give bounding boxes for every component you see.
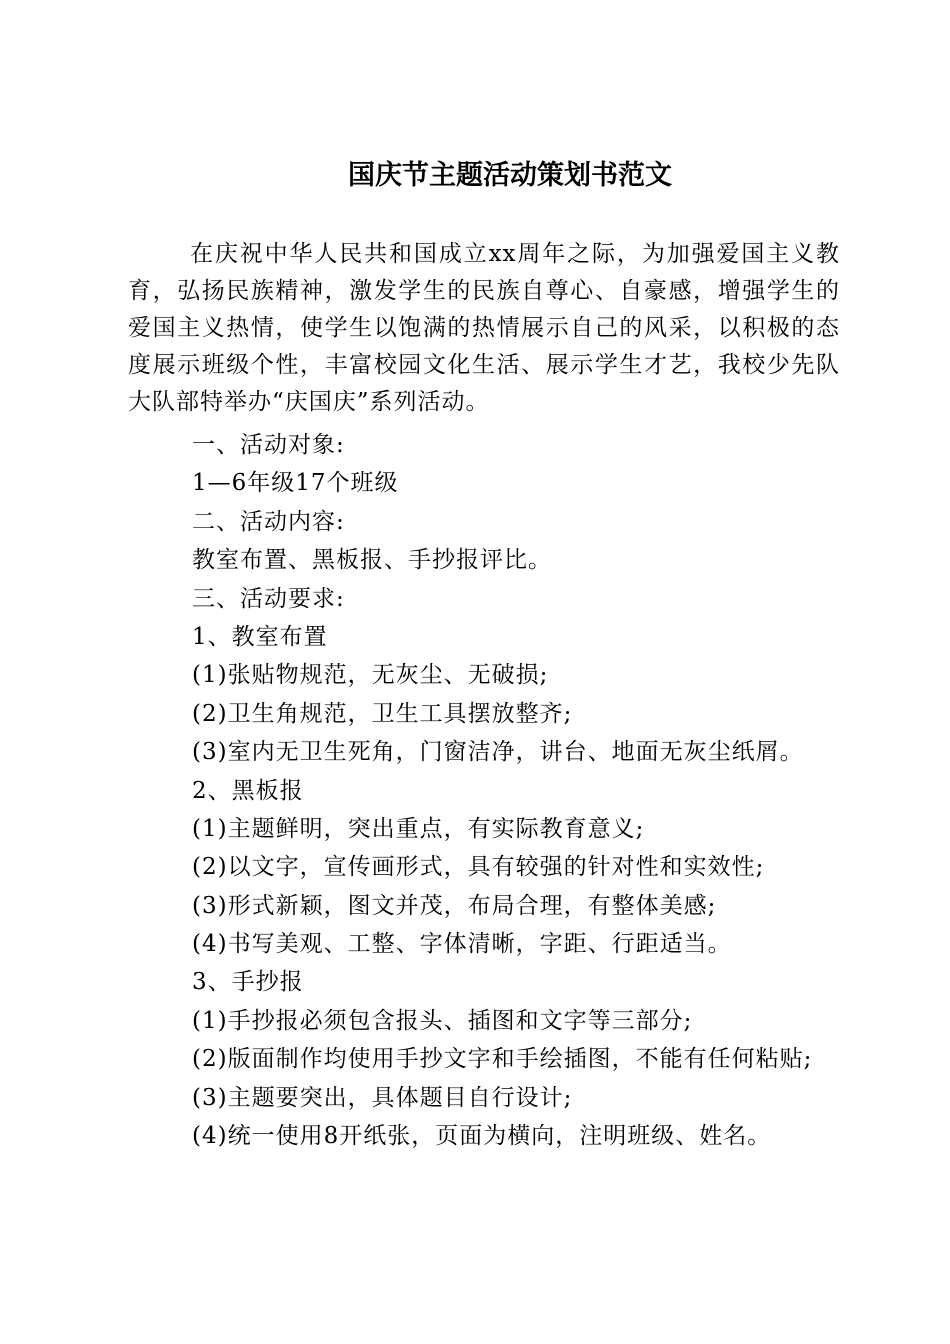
section-lines [192, 426, 852, 1155]
section-heading-requirements: 三、活动要求: [192, 585, 345, 612]
list-item: (1)张贴物规范，无灰尘、无破损; [192, 662, 549, 689]
subheading-classroom: 1、教室布置 [192, 623, 328, 650]
content-text: 教室布置、黑板报、手抄报评比。 [192, 547, 552, 574]
list-item: (4)书写美观、工整、字体清晰，字距、行距适当。 [192, 931, 732, 958]
section-heading-target: 一、活动对象: [192, 432, 345, 458]
list-item: (2)版面制作均使用手抄文字和手绘插图，不能有任何粘贴; [192, 1046, 813, 1073]
subheading-blackboard: 2、黑板报 [192, 777, 304, 804]
list-item: (4)统一使用8开纸张，页面为横向，注明班级、姓名。 [192, 1123, 772, 1150]
target-text: 1—6年级17个班级 [192, 470, 399, 497]
section-heading-content: 二、活动内容: [192, 508, 345, 535]
document-title: 国庆节主题活动策划书范文 [348, 160, 672, 191]
subheading-handwritten-paper: 3、手抄报 [192, 969, 304, 996]
list-item: (3)主题要突出，具体题目自行设计; [192, 1084, 573, 1111]
list-item: (2)以文字，宣传画形式，具有较强的针对性和实效性; [192, 854, 765, 881]
intro-paragraph: 在庆祝中华人民共和国成立xx周年之际，为加强爱国主义教育，弘扬民族精神，激发学生的民族自尊心、自豪感，增强学生的爱国主义热情，使学生以饱满的热情展示自己的风采，以积极的态度展示班级个性，丰富校园文化生活、展示学生才艺，我校少先队大队部特举办“庆国庆”系列活动。 [128, 241, 840, 415]
list-item: (2)卫生角规范，卫生工具摆放整齐; [192, 700, 573, 727]
list-item: (3)形式新颖，图文并茂，布局合理，有整体美感; [192, 892, 717, 919]
list-item: (1)主题鲜明，突出重点，有实际教育意义; [192, 815, 645, 842]
list-item: (1)手抄报必须包含报头、插图和文字等三部分; [192, 1007, 693, 1034]
list-item: (3)室内无卫生死角，门窗洁净，讲台、地面无灰尘纸屑。 [192, 739, 804, 766]
